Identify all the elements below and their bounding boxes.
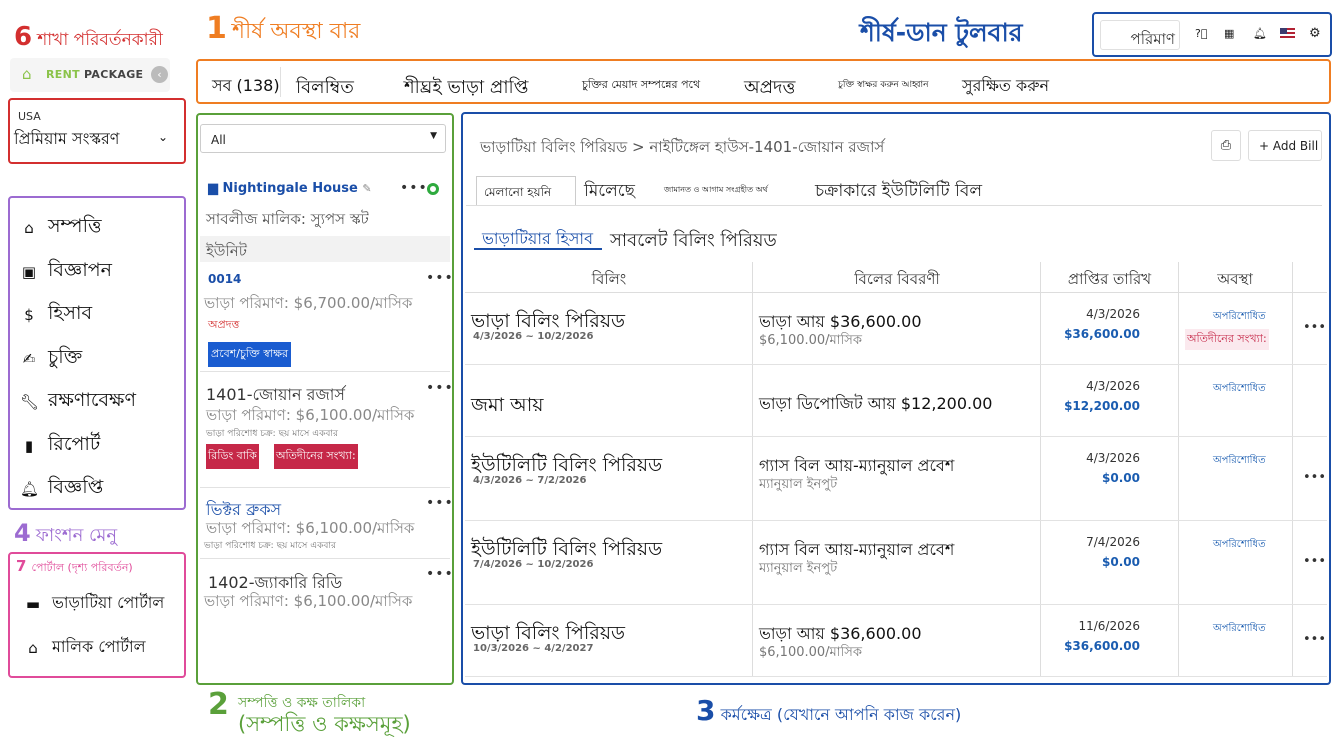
bill-description: ভাড়া আয় $36,600.00 [759, 624, 922, 643]
property-owner: সাবলীজ মালিক: স্যুপস স্কট [206, 210, 369, 228]
bill-sub: ম্যানুয়াল ইনপুট [759, 477, 838, 492]
subtab-tenant-account[interactable]: ভাড়াটিয়ার হিসাব [482, 229, 593, 248]
ad-icon: ▣ [21, 262, 37, 281]
bell-icon[interactable]: 🔔︎ [1253, 27, 1267, 40]
bill-amount: $36,600.00 [1064, 639, 1140, 653]
tab-utility[interactable]: চক্রাকারে ইউটিলিটি বিল [815, 181, 982, 201]
property-more-icon[interactable]: ••• [400, 180, 428, 196]
bill-date: 11/6/2026 [1078, 619, 1140, 633]
unit-name: ভিক্টর ব্রুকস [206, 500, 282, 519]
annotation-work: 3 কর্মক্ষেত্র (যেখানে আপনি কাজ করেন) [696, 694, 962, 727]
print-icon[interactable]: ⎙ [1211, 130, 1241, 161]
unit-more-icon[interactable]: ••• [426, 495, 454, 511]
bill-range: 4/3/2026 ~ 10/2/2026 [473, 331, 594, 342]
column-header-actions [1292, 262, 1327, 293]
branch-selector[interactable] [14, 126, 182, 153]
bill-amount: $36,600.00 [1064, 327, 1140, 341]
move-in-sign-button[interactable]: প্রবেশ/চুক্তি স্বাক্ষর [208, 342, 291, 367]
chevron-down-icon: ⌄ [157, 130, 168, 144]
reading-pending-badge: রিডিং বাকি [206, 444, 259, 469]
unit-name: 0014 [208, 272, 242, 286]
status-badge: অপরিশোধিত [1213, 539, 1266, 550]
property-filter-select[interactable] [200, 124, 446, 153]
bill-date: 4/3/2026 [1086, 379, 1140, 393]
bed-icon: ▬ [25, 594, 41, 613]
bell-icon: 🔔︎ [20, 480, 40, 498]
unit-name: 1401-জোয়ান রজার্স [206, 385, 345, 404]
tab-deposits[interactable]: জামানত ও আগাম সংগ্রহীত অর্থ [664, 185, 768, 194]
menu-item-label: বিজ্ঞাপন [48, 258, 112, 281]
unit-more-icon[interactable]: ••• [426, 566, 454, 582]
contract-icon: ✍ [22, 349, 36, 368]
subtab-underline [474, 248, 602, 250]
branch-country: USA [18, 110, 41, 123]
portal-tenant-label: ভাড়াটিয়া পোর্টাল [52, 593, 165, 612]
menu-item-label: বিজ্ঞপ্তি [48, 476, 104, 498]
annotation-portal: 7 পোর্টাল (দৃশ্য পরিবর্তন) [16, 557, 133, 575]
dollar-icon: $ [24, 306, 34, 324]
annotation-branch: 6 শাখা পরিবর্তনকারী [14, 22, 163, 52]
breadcrumb: ভাড়াটিয়া বিলিং পিরিয়ড > নাইটিঙ্গেল হাউস-1401-জোয়ান রজার্স [480, 138, 885, 156]
column-header-status[interactable]: অবস্থা [1178, 262, 1292, 293]
menu-item[interactable] [20, 299, 92, 331]
home-icon: ⌂ [24, 219, 34, 237]
property-header[interactable] [208, 181, 372, 196]
bill-range: 4/3/2026 ~ 7/2/2026 [473, 475, 587, 486]
unit-card[interactable] [200, 374, 454, 488]
bill-amount: $0.00 [1102, 471, 1140, 485]
status-secure[interactable]: সুরক্ষিত করুন [962, 76, 1050, 95]
status-badge: অপরিশোধিত [1213, 311, 1266, 322]
calendar-icon[interactable]: ▦ [1224, 27, 1235, 40]
unit-rent: ভাড়া পরিমাণ: $6,100.00/মাসিক [206, 406, 415, 424]
annotation-plist: 2 [208, 687, 229, 722]
status-all[interactable]: সব (138) [212, 76, 280, 95]
tab-label: মেলানো হয়নি [484, 185, 552, 199]
column-header-date[interactable]: প্রাপ্তির তারিখ [1041, 262, 1178, 293]
bill-description: ভাড়া আয় $36,600.00 [759, 312, 922, 331]
menu-item[interactable] [20, 212, 102, 244]
menu-item[interactable] [20, 256, 112, 288]
unit-cycle: ভাড়া পরিশোধ চক্র: ছয় মাসে একবার [204, 541, 336, 551]
status-badge: অপরিশোধিত [1213, 383, 1266, 394]
bill-description: গ্যাস বিল আয়-ম্যানুয়াল প্রবেশ [759, 456, 955, 475]
overdue-badge: অতিদীনের সংখ্যা: [1185, 329, 1269, 350]
filter-value: All [211, 133, 226, 147]
tab-matched[interactable]: মিলেছে [584, 181, 635, 201]
bill-type: ভাড়া বিলিং পিরিয়ড [471, 310, 625, 332]
wrench-icon: 🔧︎ [20, 393, 40, 411]
portal-owner-label: মালিক পোর্টাল [52, 637, 146, 656]
menu-item-label: হিসাব [48, 302, 93, 324]
menu-item[interactable] [20, 430, 100, 462]
units-header: ইউনিট [200, 236, 450, 262]
bill-type: ইউটিলিটি বিলিং পিরিয়ড [471, 454, 663, 476]
unit-rent: ভাড়া পরিমাণ: $6,100.00/মাসিক [204, 592, 413, 610]
help-icon[interactable]: ?⃝ [1195, 27, 1208, 40]
unit-card[interactable] [200, 264, 454, 372]
add-bill-label: Add Bill [1272, 139, 1319, 153]
bill-sub: ম্যানুয়াল ইনপুট [759, 561, 838, 576]
bill-range: 10/3/2026 ~ 4/2/2027 [473, 643, 594, 654]
branch-edition: প্রিমিয়াম সংস্করণ [14, 129, 120, 148]
bill-date: 7/4/2026 [1086, 535, 1140, 549]
menu-item[interactable] [20, 473, 103, 505]
menu-item[interactable] [20, 386, 136, 418]
portal-owner[interactable] [24, 634, 146, 661]
status-badge: অপরিশোধিত [1213, 455, 1266, 466]
property-name: Nightingale House [222, 181, 358, 196]
status-unpaid[interactable]: অপ্রদত্ত [744, 77, 796, 98]
status-rent-due-soon[interactable]: শীঘ্রই ভাড়া প্রাপ্তি [404, 77, 529, 98]
unit-name: 1402-জ্যাকারি রিডি [208, 573, 343, 592]
menu-item-label: রক্ষণাবেক্ষণ [48, 389, 136, 411]
portal-tenant[interactable] [24, 590, 164, 617]
amount-input[interactable]: পরিমাণ [1100, 20, 1180, 50]
annotation-plist-text2: (সম্পত্তি ও কক্ষসমূহ) [238, 712, 411, 736]
bill-date: 4/3/2026 [1086, 451, 1140, 465]
edit-icon[interactable]: ✎ [362, 182, 372, 195]
bar-chart-icon: ▮ [24, 436, 34, 455]
bill-range: 7/4/2026 ~ 10/2/2026 [473, 559, 594, 570]
status-delayed[interactable]: বিলম্বিত [296, 77, 354, 98]
tab-unmatched[interactable] [476, 176, 576, 205]
bill-amount: $0.00 [1102, 555, 1140, 569]
bill-amount: $12,200.00 [1064, 399, 1140, 413]
bill-date: 4/3/2026 [1086, 307, 1140, 321]
app-logo [10, 58, 170, 92]
bill-description: গ্যাস বিল আয়-ম্যানুয়াল প্রবেশ [759, 540, 955, 559]
menu-item-label: সম্পত্তি [48, 215, 102, 237]
divider [280, 67, 281, 97]
unit-rent: ভাড়া পরিমাণ: $6,700.00/মাসিক [204, 294, 413, 312]
annotation-status: 1 শীর্ষ অবস্থা বার [206, 11, 361, 46]
table-row[interactable] [465, 605, 1327, 677]
unit-cycle: ভাড়া পরিশোধ চক্র: ছয় মাসে একবার [206, 429, 338, 439]
table-row[interactable] [465, 365, 1327, 437]
house-icon: ⌂ [28, 638, 38, 657]
caret-down-icon: ▼ [430, 131, 437, 141]
menu-item[interactable] [20, 343, 82, 375]
row-more-icon[interactable]: ••• [1303, 632, 1327, 647]
us-flag-icon[interactable] [1280, 28, 1295, 38]
bill-sub: $6,100.00/মাসিক [759, 333, 862, 348]
collapse-sidebar-icon[interactable]: ‹ [151, 66, 168, 83]
row-more-icon[interactable]: ••• [1303, 320, 1327, 335]
bill-sub: $6,100.00/মাসিক [759, 645, 862, 660]
table-row[interactable] [465, 437, 1327, 521]
table-row[interactable] [465, 521, 1327, 605]
bill-type: ভাড়া বিলিং পিরিয়ড [471, 622, 625, 644]
annotation-plist-text1: সম্পত্তি ও কক্ষ তালিকা [238, 695, 366, 711]
table-row[interactable] [465, 293, 1327, 365]
status-expiring[interactable]: চুক্তির মেয়াদ সম্পন্নের পথে [582, 78, 701, 91]
unit-more-icon[interactable]: ••• [426, 270, 454, 286]
overdue-badge: অতিদীনের সংখ্যা: [274, 444, 358, 469]
status-badge: অপরিশোধিত [1213, 623, 1266, 634]
active-status-icon [427, 183, 439, 195]
row-more-icon[interactable]: ••• [1303, 470, 1327, 485]
bill-type: জমা আয় [471, 394, 544, 416]
add-bill-button[interactable]: + Add Bill [1248, 130, 1322, 161]
status-sign-contract[interactable]: চুক্তি স্বাক্ষর করুন আহ্বান [838, 80, 929, 90]
column-header-description[interactable]: বিলের বিবরণী [753, 262, 1041, 293]
gear-icon[interactable]: ⚙ [1309, 26, 1321, 41]
column-header-billing[interactable]: বিলিং [465, 262, 753, 293]
unit-card[interactable] [200, 489, 454, 559]
menu-item-label: রিপোর্ট [48, 432, 101, 455]
unit-more-icon[interactable]: ••• [426, 380, 454, 396]
wifi-house-icon: ⌂ [22, 65, 32, 83]
annotation-menu: 4 ফাংশন মেনু [14, 519, 118, 547]
subtab-sublet[interactable]: সাবলেট বিলিং পিরিয়ড [610, 230, 777, 251]
divider [466, 205, 1322, 206]
bill-type: ইউটিলিটি বিলিং পিরিয়ড [471, 538, 663, 560]
row-more-icon[interactable]: ••• [1303, 554, 1327, 569]
status-bar [196, 59, 1331, 104]
bill-description: ভাড়া ডিপোজিট আয় $12,200.00 [759, 394, 993, 413]
annotation-toolbar: শীর্ষ-ডান টুলবার [860, 18, 1023, 47]
unit-rent: ভাড়া পরিমাণ: $6,100.00/মাসিক [206, 519, 415, 537]
logo-text: RENT PACKAGE [46, 68, 144, 81]
unit-card[interactable] [200, 560, 454, 620]
building-icon: ▆ [208, 181, 218, 196]
menu-item-label: চুক্তি [48, 345, 83, 368]
status-badge: অপ্রদত্ত [208, 318, 240, 331]
